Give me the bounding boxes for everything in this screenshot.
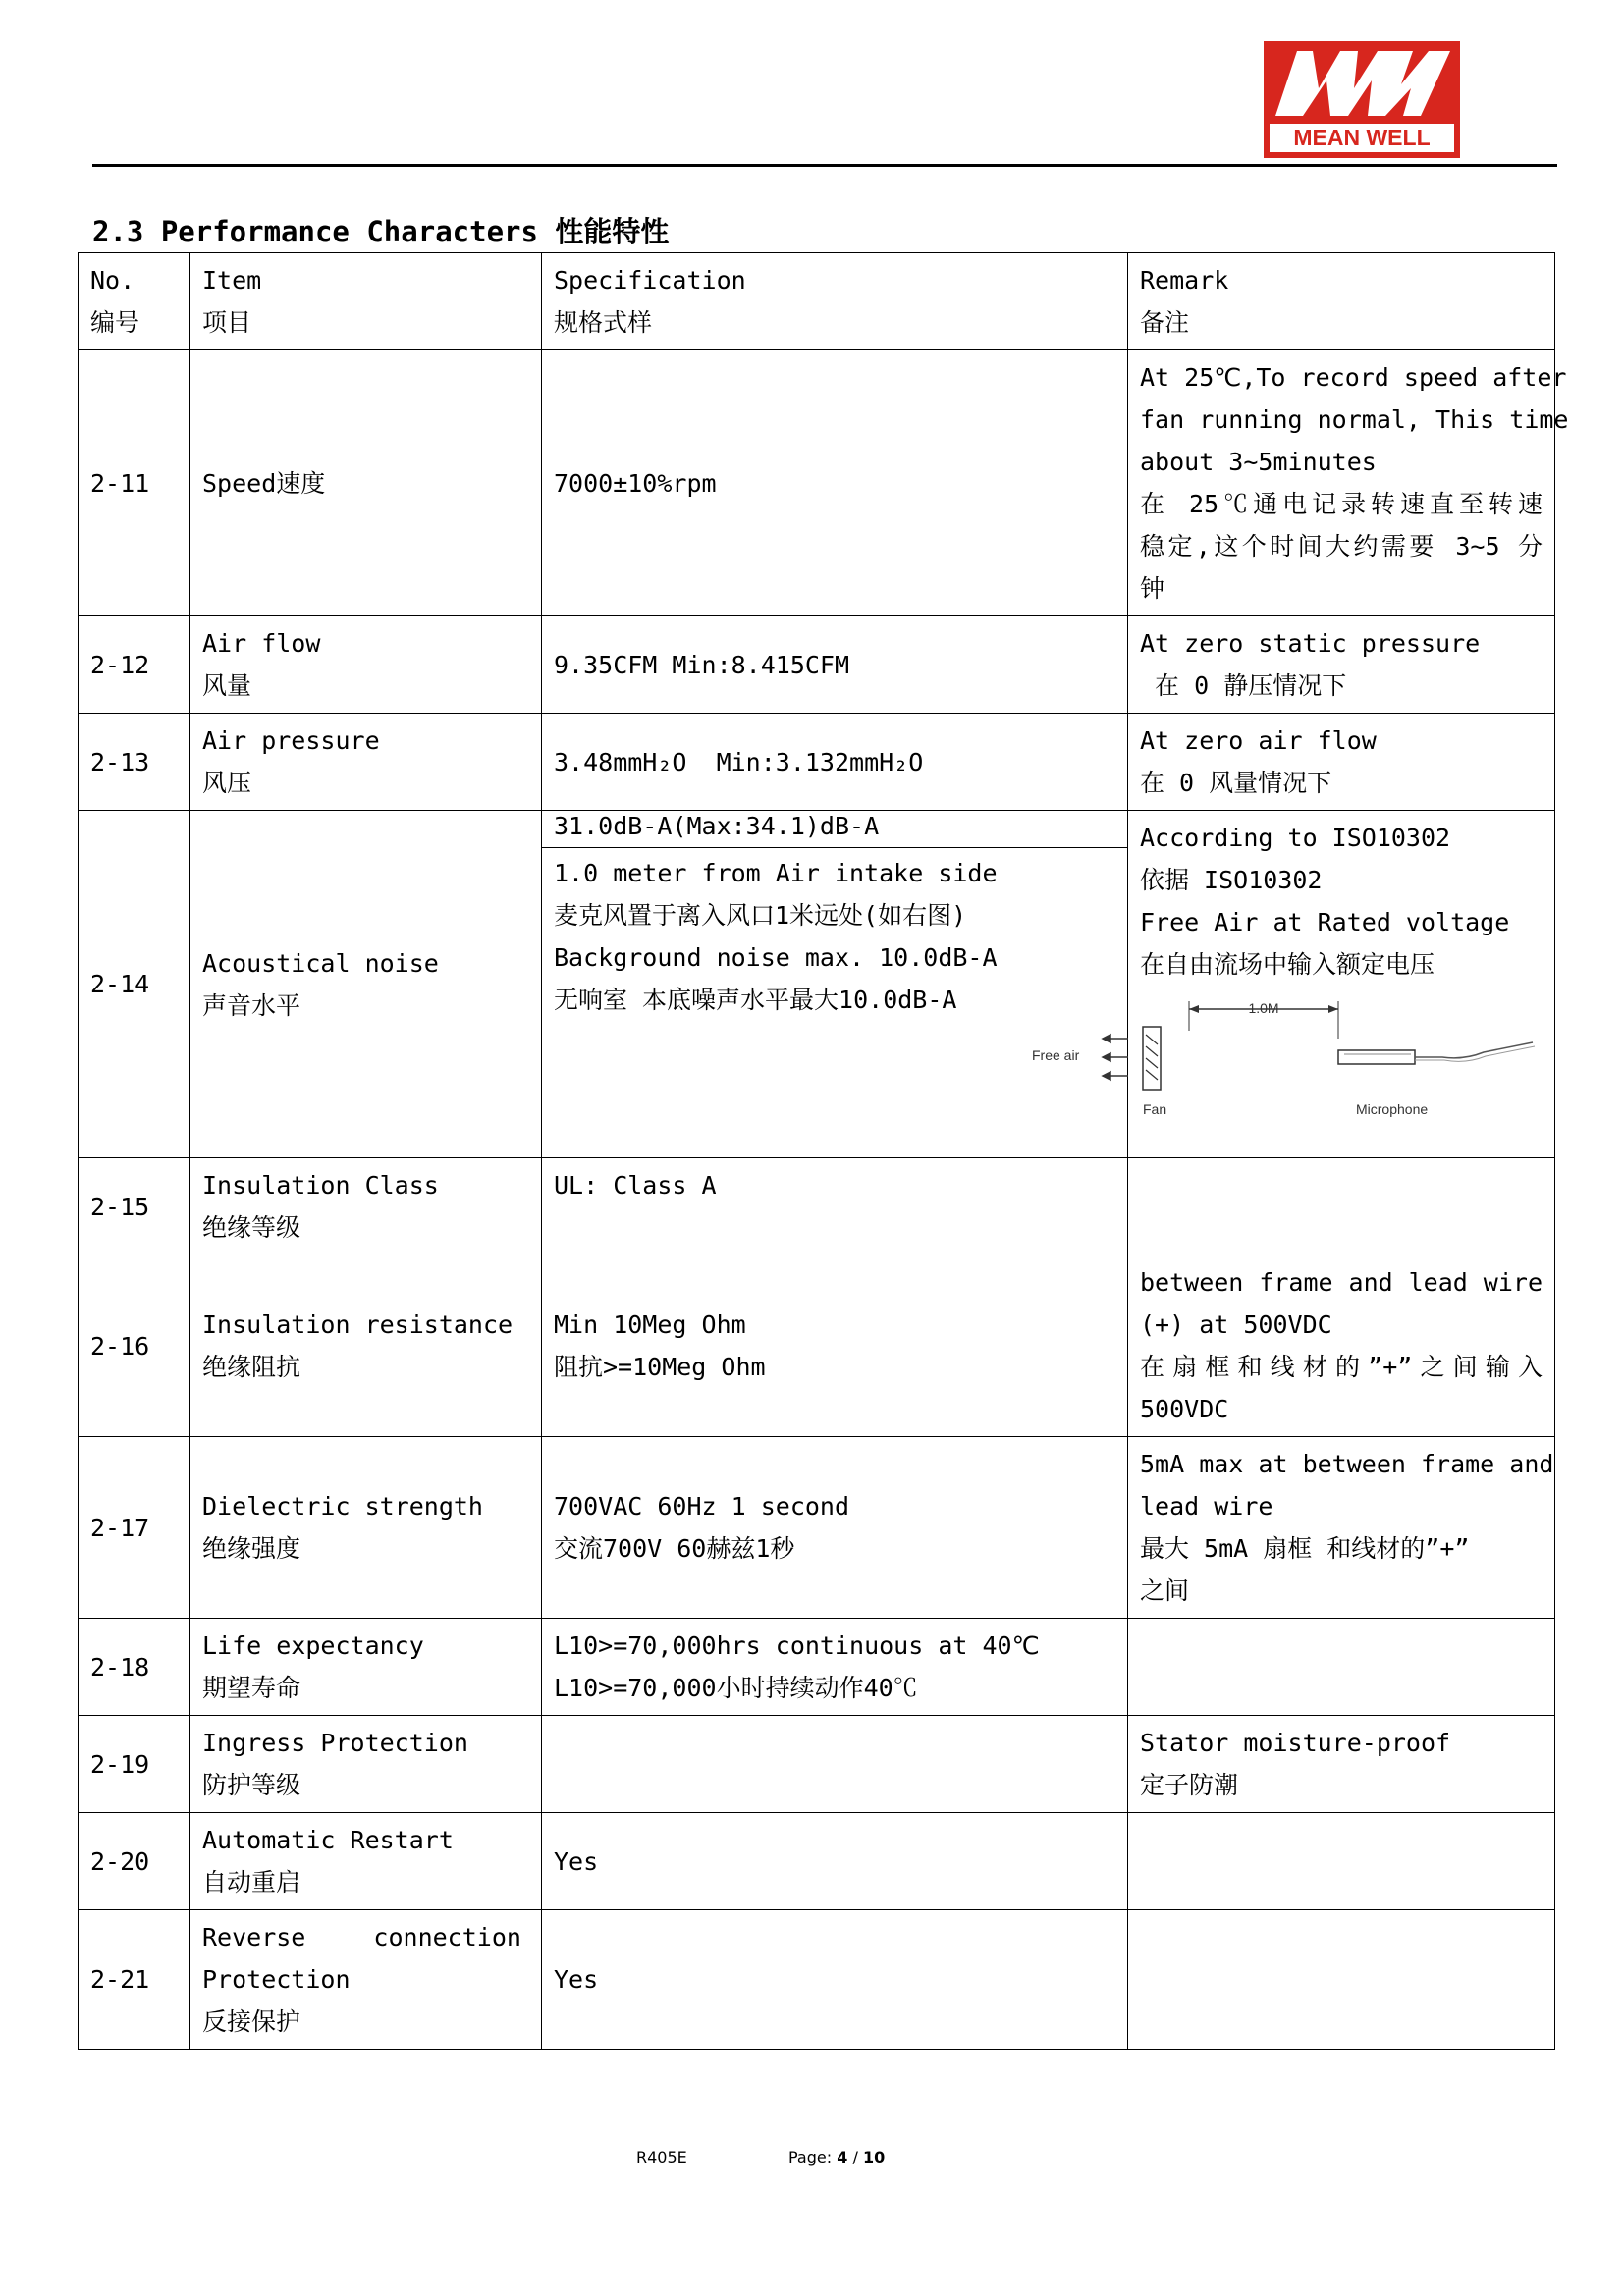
airflow-arrows-icon (1103, 1035, 1128, 1080)
row-spec: L10>=70,000hrs continuous at 40℃ L10>=70,000小时持续动作40℃ (542, 1619, 1128, 1716)
arrow-left-icon (1189, 1005, 1199, 1013)
table-row (79, 714, 1555, 811)
table-row (79, 1255, 1555, 1437)
row-no: 2-13 (79, 714, 190, 811)
row-item: Air flow 风量 (190, 616, 542, 714)
row-remark: Stator moisture-proof 定子防潮 (1128, 1716, 1555, 1813)
row-remark (1128, 1158, 1555, 1255)
row-no: 2-12 (79, 616, 190, 714)
row-item: Insulation resistance 绝缘阻抗 (190, 1255, 542, 1437)
row-item: Dielectric strength 绝缘强度 (190, 1437, 542, 1619)
footer-doc-code: R405E (636, 2148, 687, 2166)
row-item: Life expectancy 期望寿命 (190, 1619, 542, 1716)
free-air-label: Free air (1032, 1047, 1080, 1063)
measurement-diagram (1032, 991, 1543, 1119)
row-remark (1128, 1813, 1555, 1910)
table-row (79, 1910, 1555, 2050)
spec-noise-value: 31.0dB-A(Max:34.1)dB-A (542, 805, 1127, 848)
header-item: Item 项目 (190, 253, 542, 350)
row-remark: At zero static pressure 在 0 静压情况下 (1128, 616, 1555, 714)
table-row (79, 1437, 1555, 1619)
row-item: Speed速度 (190, 350, 542, 616)
row-no: 2-14 (79, 811, 190, 1158)
row-remark (1128, 1910, 1555, 2050)
table-row (79, 1813, 1555, 1910)
row-no: 2-15 (79, 1158, 190, 1255)
footer-page-number: Page: 4 / 10 (788, 2148, 886, 2166)
header-spec: Specification 规格式样 (542, 253, 1128, 350)
table-row (79, 1716, 1555, 1813)
header-no: No. 编号 (79, 253, 190, 350)
table-row (79, 616, 1555, 714)
row-no: 2-11 (79, 350, 190, 616)
row-remark: At 25℃,To record speed after fan running normal, This time about 3~5minutes 在 25℃通电记录转速直至转速 稳定,这个时间大约需要 3~5 分 钟 (1128, 350, 1555, 616)
row-spec: 700VAC 60Hz 1 second 交流700V 60赫兹1秒 (542, 1437, 1128, 1619)
row-spec: Yes (542, 1813, 1128, 1910)
row-spec: Yes (542, 1910, 1128, 2050)
table-header-row (79, 253, 1555, 350)
row-item: Insulation Class 绝缘等级 (190, 1158, 542, 1255)
row-remark: At zero air flow 在 0 风量情况下 (1128, 714, 1555, 811)
row-no: 2-17 (79, 1437, 190, 1619)
row-item: Automatic Restart 自动重启 (190, 1813, 542, 1910)
row-remark (1128, 1619, 1555, 1716)
row-spec: 9.35CFM Min:8.415CFM (542, 616, 1128, 714)
row-spec: 3.48mmH₂O Min:3.132mmH₂O (542, 714, 1128, 811)
row-spec: 7000±10%rpm (542, 350, 1128, 616)
header-rule (92, 164, 1557, 167)
performance-table (78, 252, 1569, 2050)
header-remark: Remark 备注 (1128, 253, 1555, 350)
row-remark: 5mA max at between frame and lead wire 最大 5mA 扇框 和线材的”+” 之间 (1128, 1437, 1555, 1619)
row-spec: UL: Class A (542, 1158, 1128, 1255)
table-row (79, 350, 1555, 616)
logo-name: MEAN WELL (1293, 125, 1431, 150)
section-title: 2.3 Performance Characters 性能特性 (92, 215, 670, 248)
row-no: 2-16 (79, 1255, 190, 1437)
row-remark: According to ISO10302 依据 ISO10302 Free Air at Rated voltage 在自由流场中输入额定电压 1.0M Free air Fan Microphone (1128, 811, 1555, 1158)
row-spec: Min 10Meg Ohm 阻抗>=10Meg Ohm (542, 1255, 1128, 1437)
row-item: Ingress Protection 防护等级 (190, 1716, 542, 1813)
fan-icon (1143, 1027, 1161, 1090)
row-no: 2-20 (79, 1813, 190, 1910)
fan-label: Fan (1143, 1101, 1167, 1117)
row-no: 2-21 (79, 1910, 190, 2050)
table-row (79, 811, 1555, 1158)
row-no: 2-18 (79, 1619, 190, 1716)
row-no: 2-19 (79, 1716, 190, 1813)
row-spec (542, 1716, 1128, 1813)
row-spec: 31.0dB-A(Max:34.1)dB-A 1.0 meter from Air intake side 麦克风置于离入风口1米远处(如右图) Background noise max. 10.0dB-A 无响室 本底噪声水平最大10.0dB-A (542, 811, 1128, 1158)
microphone-label: Microphone (1356, 1101, 1429, 1117)
table-row (79, 1619, 1555, 1716)
row-item: Acoustical noise 声音水平 (190, 811, 542, 1158)
row-remark: between frame and lead wire (+) at 500VDC 在扇框和线材的”+”之间输入 500VDC (1128, 1255, 1555, 1437)
row-item: Reverse connection Protection 反接保护 (190, 1910, 542, 2050)
table-row (79, 1158, 1555, 1255)
mean-well-logo (1264, 41, 1460, 158)
microphone-icon (1338, 1042, 1535, 1064)
distance-label: 1.0M (1248, 1000, 1279, 1016)
row-item: Air pressure 风压 (190, 714, 542, 811)
arrow-right-icon (1328, 1005, 1338, 1013)
